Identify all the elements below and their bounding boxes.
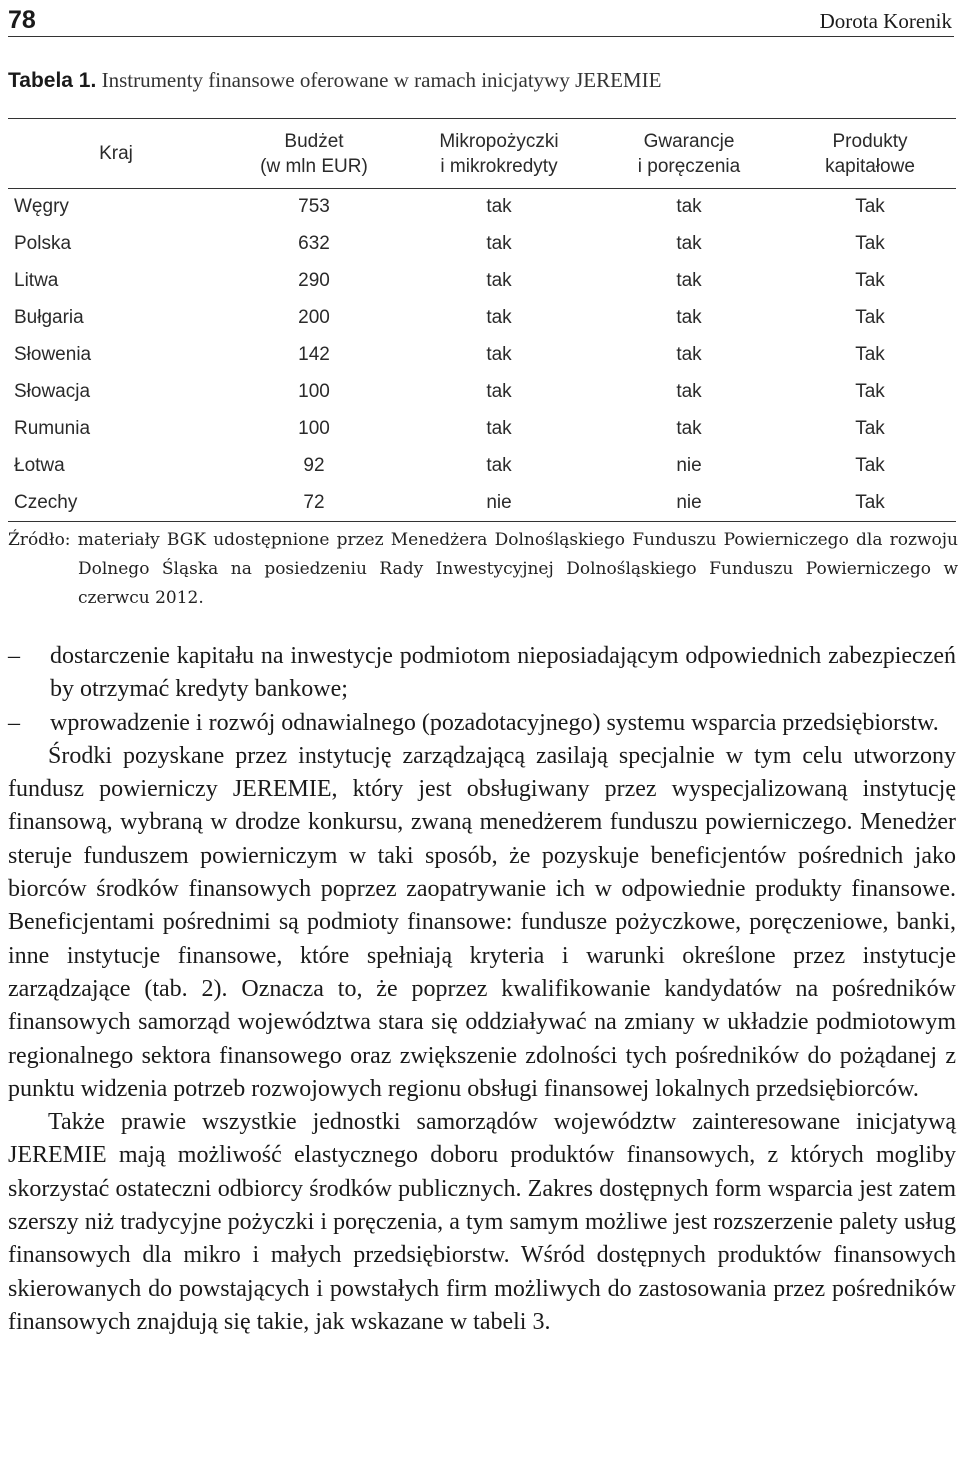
- table-row: [8, 337, 956, 374]
- cell-budget: 632: [298, 233, 330, 254]
- cell-guarantees: tak: [676, 270, 702, 291]
- page-number: 78: [8, 6, 36, 34]
- cell-budget: 290: [298, 270, 330, 291]
- cell-country: Czechy: [14, 491, 78, 513]
- cell-capital-products: Tak: [855, 381, 885, 402]
- cell-microloans: tak: [486, 381, 512, 402]
- cell-country: Łotwa: [14, 455, 65, 476]
- column-header-country: Kraj: [99, 143, 133, 164]
- table-caption-label: Tabela 1.: [8, 69, 97, 92]
- bullet-item: [8, 707, 956, 740]
- table-row: [8, 300, 956, 337]
- cell-country: Polska: [14, 233, 72, 254]
- bullet-item: [8, 640, 956, 707]
- table-source-note: [8, 526, 958, 613]
- cell-microloans: tak: [486, 455, 512, 476]
- cell-microloans: nie: [486, 491, 512, 513]
- cell-budget: 92: [303, 455, 325, 476]
- cell-country: Węgry: [14, 196, 69, 218]
- cell-guarantees: tak: [676, 381, 702, 402]
- cell-capital-products: Tak: [855, 233, 885, 254]
- paragraph: Środki pozyskane przez instytucję zarządzającą zasilają specjalnie w tym celu utworzony fundusz powierniczy JEREMIE, który jest obsługiwany przez wyspecjalizowaną instytucję finansową, wybraną w drodze konkursu, zwaną menedżerem funduszu powierniczego. Menedżer steruje funduszem powierniczym w taki sposób, że pozyskuje beneficjentów pośrednich jako biorców środków finansowych poprzez zaopatrywanie ich w odpowiednie produkty finansowe. Beneficjentami pośrednimi są podmioty finansowe: fundusze pożyczkowe, poręczeniowe, banki, inne instytucje finansowe, które spełniają kryteria i warunki określone przez instytucje zarządzające (tab. 2). Oznacza to, że poprzez kwalifikowanie kandydatów na pośredników finansowych samorząd województwa stara się oddziaływać na zmiany w układzie podmiotowym regionalnego sektora finansowego oraz zwiększenie zdolności tych pośredników do pożądanej z punktu widzenia potrzeb rozwojowych regionu obsługi finansowej lokalnych przedsiębiorców.: [8, 742, 956, 1102]
- cell-microloans: tak: [486, 307, 512, 328]
- cell-capital-products: Tak: [855, 491, 885, 513]
- cell-country: Bułgaria: [14, 307, 84, 328]
- running-head-author: Dorota Korenik: [819, 9, 952, 33]
- cell-budget: 200: [298, 307, 330, 328]
- table-caption-text: Instrumenty finansowe oferowane w ramach inicjatywy JEREMIE: [96, 68, 662, 92]
- cell-guarantees: tak: [676, 196, 702, 218]
- cell-capital-products: Tak: [855, 307, 885, 328]
- source-label: Źródło:: [8, 530, 71, 550]
- cell-budget: 100: [298, 381, 330, 402]
- cell-guarantees: tak: [676, 344, 702, 365]
- column-header-microloans: Mikropożyczki i mikrokredyty: [439, 130, 559, 177]
- table-caption: [8, 68, 661, 93]
- cell-guarantees: tak: [676, 418, 702, 439]
- source-text: materiały BGK udostępnione przez Menedżera Dolnośląskiego Funduszu Powierniczego dla rozwoju Dolnego Śląska na posiedzeniu Rady Inwestycyjnej Dolnośląskiego Funduszu Powierniczego w czerwcu 2012.: [70, 530, 958, 608]
- table-body: [8, 189, 956, 522]
- body-text: [8, 640, 956, 1339]
- cell-guarantees: tak: [676, 233, 702, 254]
- cell-country: Litwa: [14, 270, 59, 291]
- dash-bullet: –: [8, 643, 20, 669]
- cell-microloans: tak: [486, 233, 512, 254]
- cell-country: Słowacja: [14, 381, 91, 402]
- bullet-text: dostarczenie kapitału na inwestycje podmiotom nieposiadającym odpowiednich zabezpieczeń by otrzymać kredyty bankowe;: [50, 643, 956, 703]
- paragraph: Także prawie wszystkie jednostki samorządów województw zainteresowane inicjatywą JEREMIE mają możliwość elastycznego doboru produktów finansowych, z których mogliby skorzystać ostateczni odbiorcy środków publicznych. Zakres dostępnych form wsparcia jest zatem szerszy niż tradycyjne pożyczki i poręczenia, a tym samym możliwe jest rozszerzenie palety usług finansowych dla mikro i małych przedsiębiorstw. Wśród dostępnych produktów finansowych skierowanych do powstających i powstałych firm możliwych do zastosowania przez pośredników finansowych znajdują się takie, jak wskazane w tabeli 3.: [8, 1109, 956, 1335]
- cell-country: Słowenia: [14, 344, 92, 365]
- cell-microloans: tak: [486, 344, 512, 365]
- cell-microloans: tak: [486, 196, 512, 218]
- cell-guarantees: nie: [676, 455, 702, 476]
- table-header-row: [8, 119, 956, 189]
- cell-microloans: tak: [486, 270, 512, 291]
- cell-capital-products: Tak: [855, 270, 885, 291]
- bullet-text: wprowadzenie i rozwój odnawialnego (pozadotacyjnego) systemu wsparcia przedsiębiorstw.: [50, 709, 939, 736]
- table-row: [8, 263, 956, 300]
- cell-capital-products: Tak: [855, 344, 885, 365]
- cell-capital-products: Tak: [855, 455, 885, 476]
- cell-microloans: tak: [486, 418, 512, 439]
- table-row: [8, 374, 956, 411]
- column-header-guarantees: Gwarancje i poręczenia: [637, 130, 741, 177]
- table-row: [8, 226, 956, 263]
- cell-budget: 142: [298, 344, 330, 365]
- column-header-budget: Budżet (w mln EUR): [260, 130, 368, 177]
- financial-instruments-table: [8, 118, 956, 522]
- running-header: [8, 0, 954, 37]
- cell-country: Rumunia: [14, 418, 91, 439]
- table-row: [8, 485, 956, 522]
- table-row: [8, 411, 956, 448]
- table-row: [8, 189, 956, 226]
- cell-budget: 72: [303, 491, 325, 513]
- column-header-capital-products: Produkty kapitałowe: [825, 130, 915, 177]
- dash-bullet: –: [8, 709, 20, 736]
- table-row: [8, 448, 956, 485]
- cell-capital-products: Tak: [855, 196, 885, 218]
- cell-guarantees: tak: [676, 307, 702, 328]
- cell-capital-products: Tak: [855, 418, 885, 439]
- cell-budget: 753: [298, 196, 330, 218]
- cell-guarantees: nie: [676, 491, 702, 513]
- cell-budget: 100: [298, 418, 330, 439]
